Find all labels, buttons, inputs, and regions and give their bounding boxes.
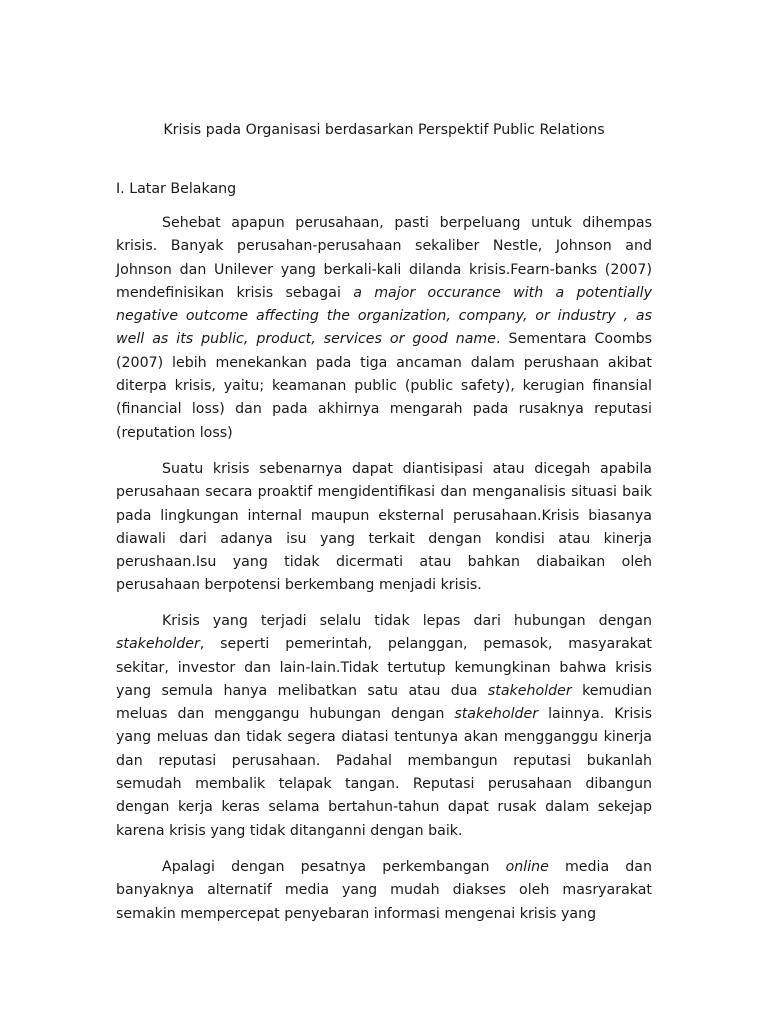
text-run: Krisis yang terjadi selalu tidak lepas dari hubungan dengan: [162, 613, 652, 629]
text-run: lainnya. Krisis yang meluas dan tidak segera diatasi tentunya akan mengganggu kinerja dan reputasi perusahaan. Padahal membangun reputasi bukanlah semudah membalik telapak tangan. Reputasi perusahaan dibangun dengan kerja keras selama bertahun-tahun dapat rusak dalam sekejap karena krisis yang tidak ditanganni dengan baik.: [116, 706, 652, 839]
italic-text-run: a major occurance with a potentially negative outcome affecting the organization, company, or industry , as well as its public, product, services or good name: [116, 284, 652, 348]
text-run: Suatu krisis sebenarnya dapat diantisipasi atau dicegah apabila perusahaan secara proaktif mengidentifikasi dan menganalisis situasi baik pada lingkungan internal maupun eksternal perusahaan.Krisis biasanya diawali dari adanya isu yang terkait dengan kondisi atau kinerja perushaan.Isu yang tidak dicermati atau bahkan diabaikan oleh perusahaan berpotensi berkembang menjadi krisis.: [116, 461, 652, 594]
text-run: . Sementara Coombs (2007) lebih menekankan pada tiga ancaman dalam perushaan akibat diterpa krisis, yaitu; keamanan public (public safety), kerugian finansial (financial loss) dan pada akhirnya mengarah pada rusaknya reputasi (reputation loss): [116, 331, 652, 441]
text-run: , seperti pemerintah, pelanggan, pemasok, masyarakat sekitar, investor dan lain-lain.Tidak tertutup kemungkinan bahwa krisis yang semula hanya melibatkan satu atau dua: [116, 636, 652, 699]
italic-text-run: online: [505, 859, 549, 875]
italic-text-run: stakeholder: [454, 706, 539, 723]
document-title: Krisis pada Organisasi berdasarkan Perspektif Public Relations: [163, 122, 605, 138]
italic-text-run: stakeholder: [487, 682, 572, 699]
text-run: kemudian meluas dan menggangu hubungan dengan: [116, 682, 652, 723]
paragraph-1: [116, 212, 652, 445]
text-run: Sehebat apapun perusahaan, pasti berpeluang untuk dihempas krisis. Banyak perusahan-perusahaan sekaliber Nestle, Johnson and Johnson dan Unilever yang berkali-kali dilanda krisis.Fearn-banks (2007) mendefinisikan krisis sebagai: [116, 215, 652, 301]
paragraph-2: [116, 458, 652, 598]
paragraph-3: [116, 610, 652, 843]
section-heading: I. Latar Belakang: [116, 181, 237, 197]
document-page: [116, 0, 652, 1024]
text-run: media dan banyaknya alternatif media yang mudah diakses oleh masryarakat semakin mempercepat penyebaran informasi mengenai krisis yang: [116, 859, 652, 922]
italic-text-run: stakeholder: [116, 636, 200, 653]
text-run: Apalagi dengan pesatnya perkembangan: [162, 859, 506, 875]
paragraph-4: [116, 856, 652, 926]
